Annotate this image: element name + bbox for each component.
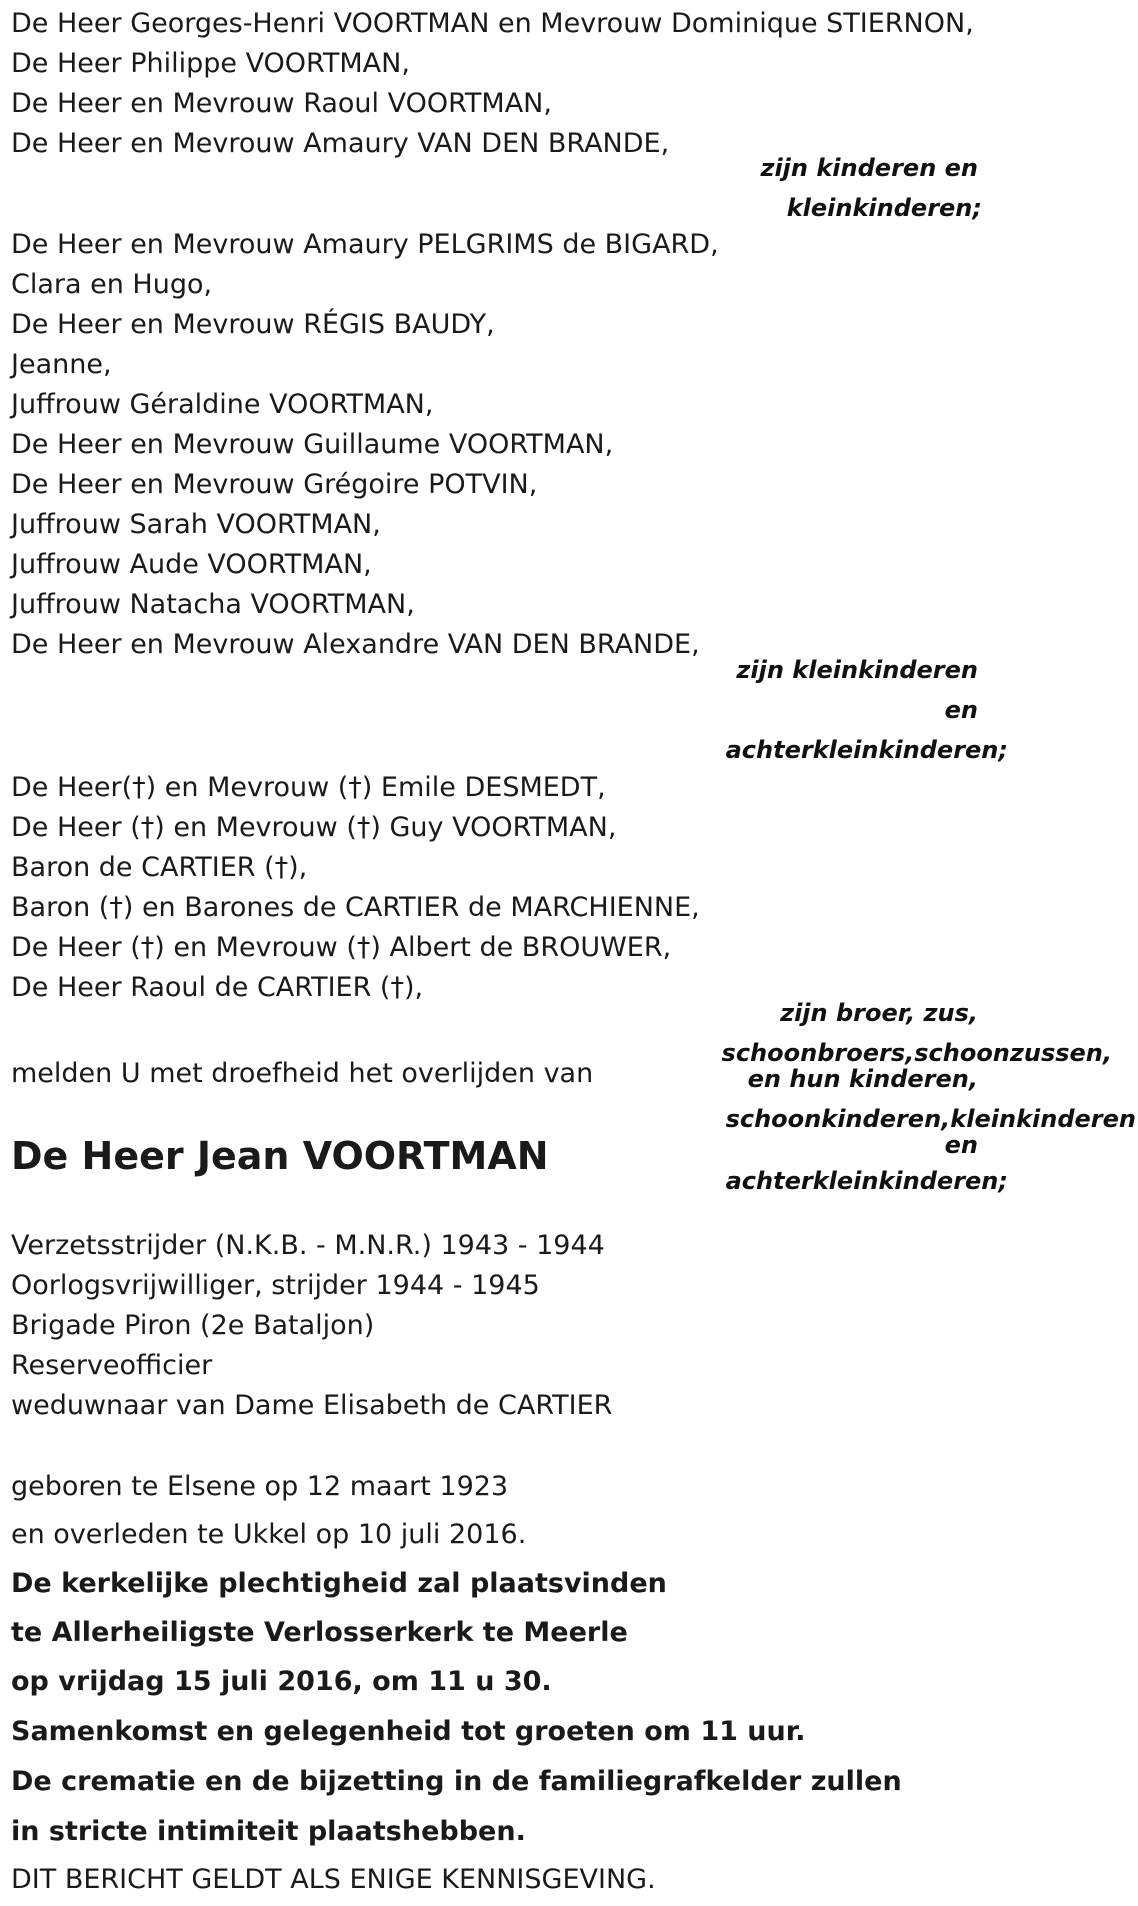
relation-label: en xyxy=(944,1131,978,1159)
family-name-line: De Heer (†) en Mevrouw (†) Albert de BROUWER, xyxy=(11,932,672,963)
birth-info: geboren te Elsene op 12 maart 1923 xyxy=(11,1471,509,1502)
family-name-line: De Heer(†) en Mevrouw (†) Emile DESMEDT, xyxy=(11,772,606,803)
relation-label: achterkleinkinderen; xyxy=(725,1167,1008,1195)
family-name-line: De Heer en Mevrouw Alexandre VAN DEN BRANDE, xyxy=(11,629,700,660)
family-name-line: Juffrouw Sarah VOORTMAN, xyxy=(11,509,381,540)
bio-line: weduwnaar van Dame Elisabeth de CARTIER xyxy=(11,1390,613,1421)
family-name-line: Juffrouw Natacha VOORTMAN, xyxy=(11,589,415,620)
ceremony-line: te Allerheiligste Verlosserkerk te Meerle xyxy=(11,1617,628,1648)
relation-label: schoonbroers,schoonzussen, xyxy=(721,1039,1112,1067)
announcement-text: melden U met droefheid het overlijden van xyxy=(11,1058,594,1089)
family-name-line: De Heer en Mevrouw Guillaume VOORTMAN, xyxy=(11,429,614,460)
family-name-line: Jeanne, xyxy=(11,349,112,380)
notice-text: DIT BERICHT GELDT ALS ENIGE KENNISGEVING. xyxy=(11,1864,656,1895)
death-info: en overleden te Ukkel op 10 juli 2016. xyxy=(11,1519,527,1550)
bio-line: Verzetsstrijder (N.K.B. - M.N.R.) 1943 - 1944 xyxy=(11,1230,605,1261)
relation-label: en xyxy=(944,696,978,724)
relation-label: kleinkinderen; xyxy=(786,194,982,222)
family-name-line: De Heer Raoul de CARTIER (†), xyxy=(11,972,424,1003)
family-name-line: Clara en Hugo, xyxy=(11,269,213,300)
deceased-name: De Heer Jean VOORTMAN xyxy=(11,1134,549,1178)
relation-label: zijn kinderen en xyxy=(760,154,978,182)
relation-label: en hun kinderen, xyxy=(747,1065,978,1093)
ceremony-line: De crematie en de bijzetting in de familiegrafkelder zullen xyxy=(11,1766,902,1797)
family-name-line: De Heer en Mevrouw Raoul VOORTMAN, xyxy=(11,88,552,119)
family-name-line: De Heer (†) en Mevrouw (†) Guy VOORTMAN, xyxy=(11,812,617,843)
family-name-line: De Heer en Mevrouw RÉGIS BAUDY, xyxy=(11,309,495,340)
relation-label: zijn kleinkinderen xyxy=(736,656,978,684)
family-name-line: De Heer en Mevrouw Amaury VAN DEN BRANDE, xyxy=(11,128,670,159)
ceremony-line: Samenkomst en gelegenheid tot groeten om 11 uur. xyxy=(11,1716,806,1747)
relation-label: zijn broer, zus, xyxy=(780,999,978,1027)
family-name-line: De Heer en Mevrouw Grégoire POTVIN, xyxy=(11,469,538,500)
bio-line: Brigade Piron (2e Bataljon) xyxy=(11,1310,375,1341)
ceremony-line: De kerkelijke plechtigheid zal plaatsvinden xyxy=(11,1568,667,1599)
family-name-line: Juffrouw Géraldine VOORTMAN, xyxy=(11,389,434,420)
family-name-line: Baron (†) en Barones de CARTIER de MARCHIENNE, xyxy=(11,892,700,923)
bio-line: Reserveofficier xyxy=(11,1350,213,1381)
ceremony-line: op vrijdag 15 juli 2016, om 11 u 30. xyxy=(11,1666,552,1697)
relation-label: schoonkinderen,kleinkinderen xyxy=(725,1105,1136,1133)
family-name-line: De Heer Philippe VOORTMAN, xyxy=(11,48,410,79)
family-name-line: De Heer en Mevrouw Amaury PELGRIMS de BIGARD, xyxy=(11,229,719,260)
ceremony-line: in stricte intimiteit plaatshebben. xyxy=(11,1816,526,1847)
family-name-line: Baron de CARTIER (†), xyxy=(11,852,308,883)
family-name-line: De Heer Georges-Henri VOORTMAN en Mevrouw Dominique STIERNON, xyxy=(11,8,974,39)
family-name-line: Juffrouw Aude VOORTMAN, xyxy=(11,549,372,580)
bio-line: Oorlogsvrijwilliger, strijder 1944 - 1945 xyxy=(11,1270,540,1301)
relation-label: achterkleinkinderen; xyxy=(725,736,1008,764)
